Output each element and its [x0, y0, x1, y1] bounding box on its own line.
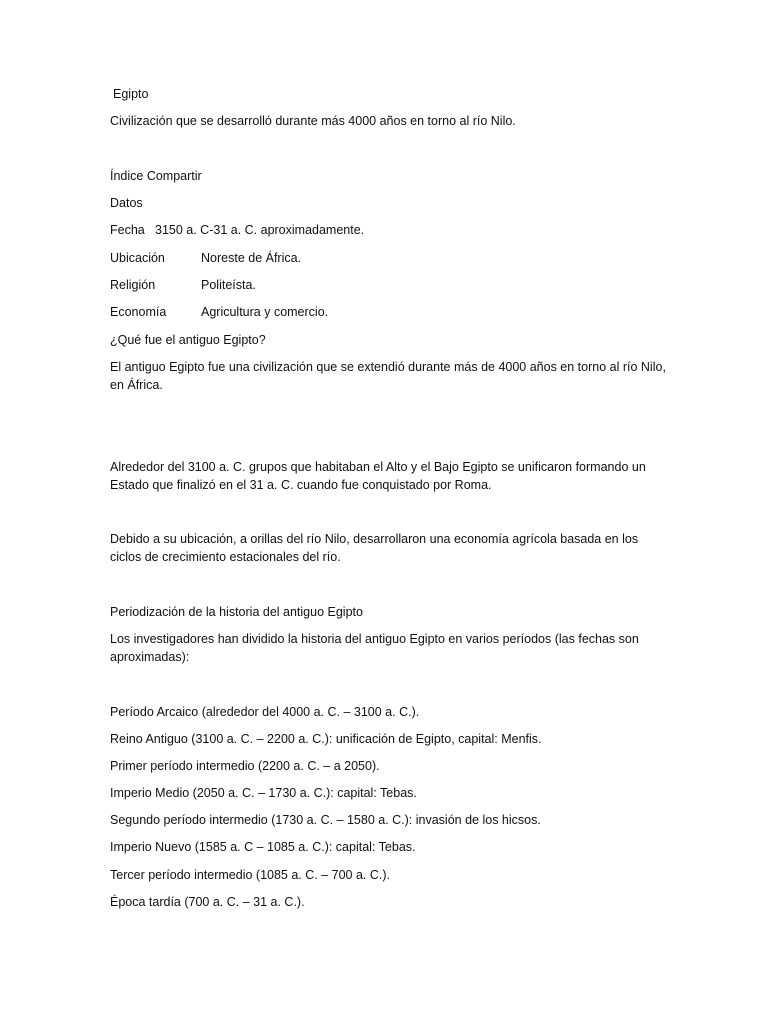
periodization-intro: Los investigadores han dividido la historia del antiguo Egipto en varios períodos (las fechas son aproximadas):	[110, 632, 639, 664]
fact-key: Ubicación	[110, 251, 165, 265]
datos-heading: Datos	[110, 196, 143, 210]
fact-value: Agricultura y comercio.	[201, 305, 329, 319]
period-item: Imperio Medio (2050 a. C. – 1730 a. C.): capital: Tebas.	[110, 786, 417, 800]
period-item: Primer período intermedio (2200 a. C. – a 2050).	[110, 759, 380, 773]
paragraph-2: Alrededor del 3100 a. C. grupos que habitaban el Alto y el Bajo Egipto se unificaron formando un Estado que finalizó en el 31 a. C. cuando fue conquistado por Roma.	[110, 460, 646, 492]
fact-value: Politeísta.	[201, 278, 256, 292]
document-title: Egipto	[113, 87, 149, 101]
period-item: Tercer período intermedio (1085 a. C. – 700 a. C.).	[110, 868, 391, 882]
period-item: Imperio Nuevo (1585 a. C – 1085 a. C.): capital: Tebas.	[110, 840, 416, 854]
index-share-text: Índice Compartir	[110, 169, 202, 183]
period-item: Período Arcaico (alrededor del 4000 a. C. – 3100 a. C.).	[110, 705, 420, 719]
period-item: Segundo período intermedio (1730 a. C. – 1580 a. C.): invasión de los hicsos.	[110, 813, 541, 827]
fact-value: Noreste de África.	[201, 251, 302, 265]
fact-key: Religión	[110, 278, 156, 292]
periodization-heading: Periodización de la historia del antiguo Egipto	[110, 605, 363, 619]
intro-text: Civilización que se desarrolló durante más 4000 años en torno al río Nilo.	[110, 114, 516, 128]
paragraph-1: El antiguo Egipto fue una civilización que se extendió durante más de 4000 años en torno al río Nilo, en África.	[110, 360, 666, 392]
fact-value: 3150 a. C-31 a. C. aproximadamente.	[155, 223, 365, 237]
fact-key: Fecha	[110, 223, 145, 237]
question-heading: ¿Qué fue el antiguo Egipto?	[110, 333, 266, 347]
paragraph-3: Debido a su ubicación, a orillas del río Nilo, desarrollaron una economía agrícola basada en los ciclos de crecimiento estacionales del río.	[110, 532, 639, 564]
period-item: Época tardía (700 a. C. – 31 a. C.).	[110, 895, 305, 909]
fact-key: Economía	[110, 305, 167, 319]
period-item: Reino Antiguo (3100 a. C. – 2200 a. C.): unificación de Egipto, capital: Menfis.	[110, 732, 542, 746]
